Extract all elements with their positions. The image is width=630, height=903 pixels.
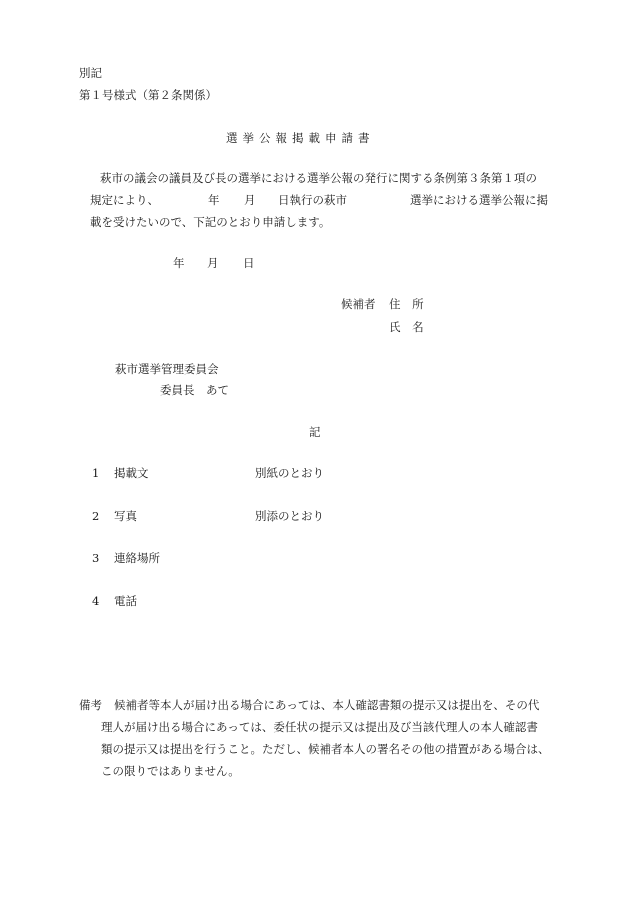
body-line-1: 萩市の議会の議員及び長の選挙における選挙公報の発行に関する条例第３条第１項の xyxy=(100,171,537,185)
body-line-2-day: 日執行の萩市 xyxy=(278,193,347,207)
page-title: 選挙公報掲載申請書 xyxy=(226,131,375,145)
date-day: 日 xyxy=(243,256,255,270)
item-number: 2 xyxy=(92,509,100,523)
date-month: 月 xyxy=(207,256,219,270)
recipient-chair: 委員長 あて xyxy=(160,383,229,397)
item-label: 写真 xyxy=(114,509,137,523)
remarks-line-4: この限りではありません。 xyxy=(101,764,240,778)
body-line-2b: 選挙における選挙公報に掲 xyxy=(410,193,548,207)
address-label: 住 所 xyxy=(389,297,428,311)
item-label: 掲載文 xyxy=(114,466,149,480)
item-note: 別紙のとおり xyxy=(255,466,324,480)
recipient-committee: 萩市選挙管理委員会 xyxy=(115,362,219,376)
body-line-3: 載を受けたいので、下記のとおり申請します。 xyxy=(90,215,331,229)
body-line-2-year: 年 xyxy=(208,193,220,207)
item-label: 連絡場所 xyxy=(114,551,160,565)
annex-label: 別記 xyxy=(79,66,102,80)
name-label: 氏 名 xyxy=(389,320,428,334)
body-line-2-month: 月 xyxy=(244,193,256,207)
item-label: 電話 xyxy=(114,594,137,608)
item-number: 3 xyxy=(92,551,100,565)
remarks-line-3: 類の提示又は提出を行うこと。ただし、候補者本人の署名その他の措置がある場合は、 xyxy=(101,742,550,756)
applicant-role: 候補者 xyxy=(341,297,376,311)
item-number: 4 xyxy=(92,594,100,608)
item-number: 1 xyxy=(92,466,100,480)
date-year: 年 xyxy=(173,256,185,270)
ki-heading: 記 xyxy=(309,425,321,439)
remarks-line-1: 候補者等本人が届け出る場合にあっては、本人確認書類の提示又は提出を、その代 xyxy=(114,698,540,712)
remarks-label: 備考 xyxy=(79,698,102,712)
body-line-2a: 規定により、 xyxy=(90,193,159,207)
item-note: 別添のとおり xyxy=(255,509,324,523)
remarks-line-2: 理人が届け出る場合にあっては、委任状の提示又は提出及び当該代理人の本人確認書 xyxy=(101,720,538,734)
form-number: 第１号様式（第２条関係） xyxy=(79,88,217,102)
